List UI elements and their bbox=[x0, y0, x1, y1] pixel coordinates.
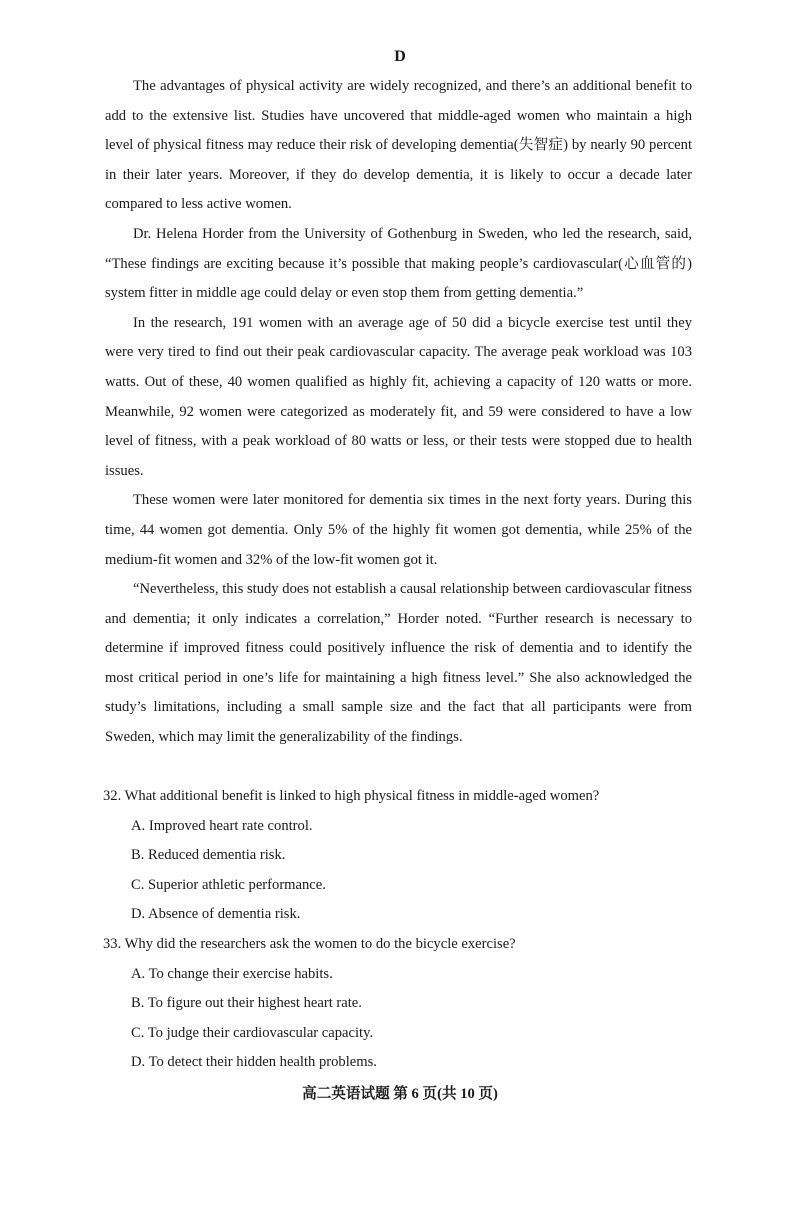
option-a: A. To change their exercise habits. bbox=[131, 965, 333, 982]
passage-paragraph: The advantages of physical activity are widely recognized, and there’s an additional benefit to add to the extensive list. Studies have uncovered that middle-aged women who maintain a high level of physical fitness may reduce their risk of developing dementia(失智症) by nearly 90 percent in their later years. Moreover, if they do develop dementia, it is likely to occur a decade later compared to less active women. bbox=[105, 78, 692, 213]
option-d: D. To detect their hidden health problems. bbox=[131, 1054, 377, 1071]
question-32 bbox=[105, 782, 692, 930]
option-b: B. To figure out their highest heart rate. bbox=[131, 995, 362, 1012]
passage-paragraph: In the research, 191 women with an average age of 50 did a bicycle exercise test until they were very tired to find out their peak cardiovascular capacity. The average peak workload was 103 watts. Out of these, 40 women qualified as highly fit, achieving a capacity of 120 watts or more. Meanwhile, 92 women were categorized as moderately fit, and 59 were considered to have a low level of fitness, with a peak workload of 80 watts or less, or their tests were stopped due to health issues. bbox=[105, 314, 692, 479]
option-list bbox=[105, 960, 692, 1078]
passage-paragraph: Dr. Helena Horder from the University of Gothenburg in Sweden, who led the research, said, “These findings are exciting because it’s possible that making people’s cardiovascular(心血管的) system fitter in middle age could delay or even stop them from getting dementia.” bbox=[105, 225, 692, 302]
option-c: C. To judge their cardiovascular capacity. bbox=[131, 1024, 374, 1041]
passage-paragraph: These women were later monitored for dementia six times in the next forty years. During this time, 44 women got dementia. Only 5% of the highly fit women got dementia, while 25% of the medium-fit women and 32% of the low-fit women got it. bbox=[105, 492, 692, 568]
passage-paragraph: “Nevertheless, this study does not establish a causal relationship between cardiovascular fitness and dementia; it only indicates a correlation,” Horder noted. “Further research is necessary to determine if improved fitness could positively influence the risk of dementia and to identify the most critical period in one’s life for maintaining a high fitness level.” She also acknowledged the study’s limitations, including a small sample size and the fact that all participants were from Sweden, which may limit the generalizability of the findings. bbox=[105, 581, 692, 746]
question-list bbox=[105, 782, 692, 1078]
section-label: D bbox=[394, 48, 406, 65]
question-stem: 32. What additional benefit is linked to high physical fitness in middle-aged women? bbox=[103, 788, 600, 804]
reading-passage bbox=[105, 72, 692, 753]
page-footer: 高二英语试题 第 6 页(共 10 页) bbox=[302, 1086, 498, 1102]
option-list bbox=[105, 812, 692, 930]
option-a: A. Improved heart rate control. bbox=[131, 817, 313, 834]
question-33 bbox=[105, 930, 692, 1078]
option-b: B. Reduced dementia risk. bbox=[131, 847, 286, 864]
option-c: C. Superior athletic performance. bbox=[131, 876, 326, 893]
question-stem: 33. Why did the researchers ask the women to do the bicycle exercise? bbox=[103, 935, 516, 952]
option-d: D. Absence of dementia risk. bbox=[131, 906, 301, 923]
